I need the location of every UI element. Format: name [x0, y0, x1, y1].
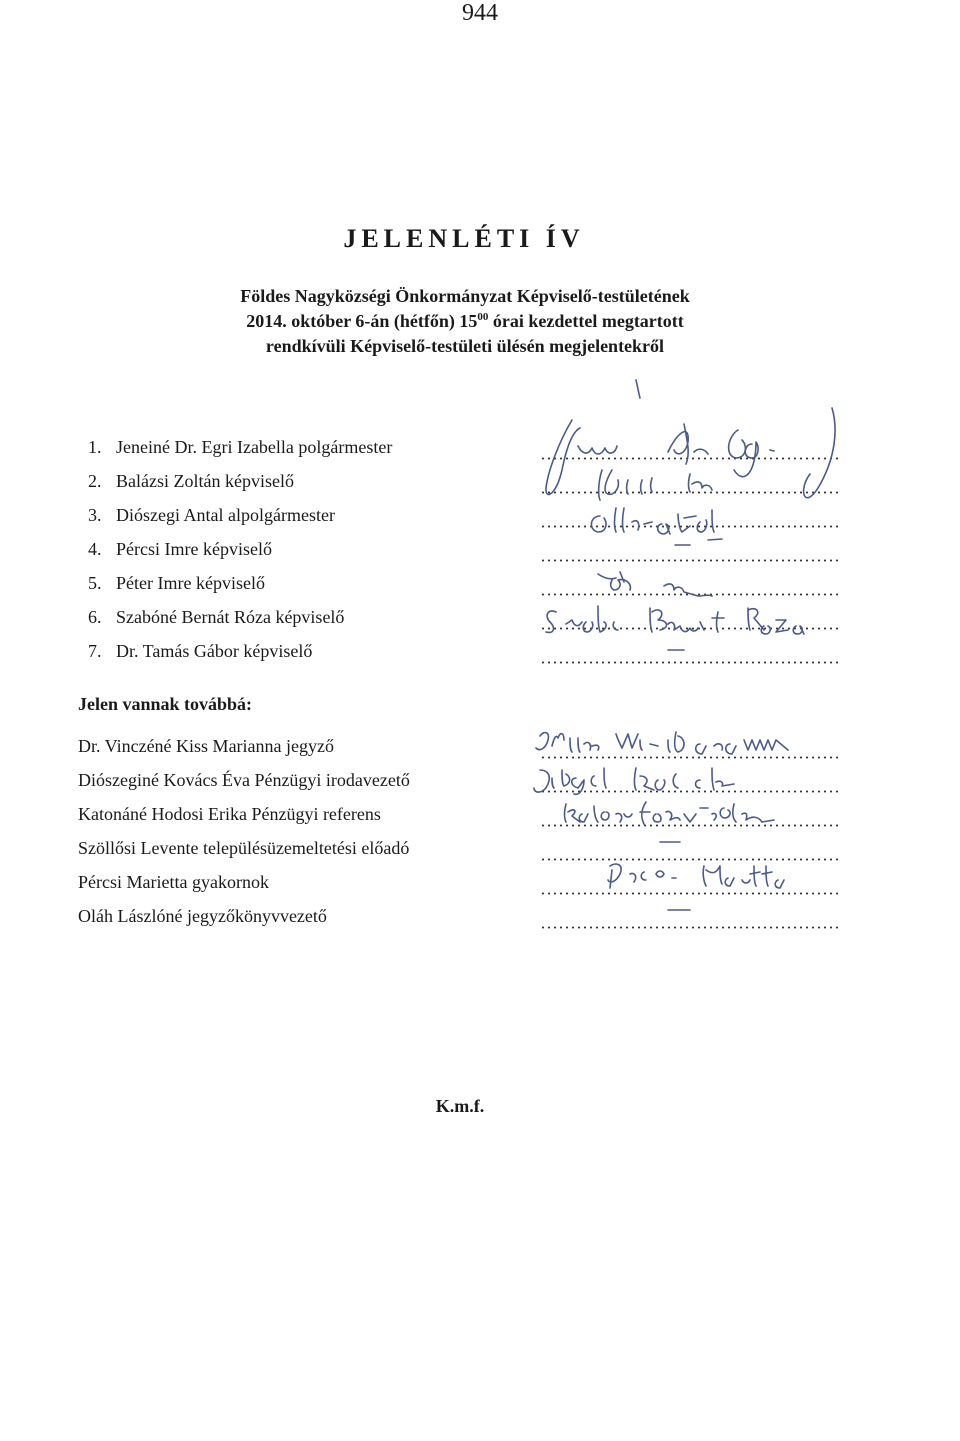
staff-item: Szöllősi Levente településüzemeltetési előadó: [78, 838, 410, 858]
member-name: Szabóné Bernát Róza képviselő: [116, 607, 345, 627]
member-name: Diószegi Antal alpolgármester: [116, 505, 335, 525]
staff-item: Oláh Lászlóné jegyzőkönyvvezető: [78, 906, 327, 926]
member-name: Péter Imre képviselő: [116, 573, 265, 593]
page-number: 944: [462, 0, 498, 26]
member-number: 1.: [88, 437, 102, 457]
staff-item: Dr. Vinczéné Kiss Marianna jegyző: [78, 736, 335, 756]
document-title: JELENLÉTI ÍV: [343, 224, 585, 253]
signature-1: [546, 380, 835, 498]
kmf-closing: K.m.f.: [435, 1096, 485, 1116]
member-number: 5.: [88, 573, 102, 593]
member-name: Pércsi Imre képviselő: [116, 539, 272, 559]
signature-staff-3: [565, 802, 775, 824]
signature-3: [591, 508, 722, 540]
member-number: 3.: [88, 505, 102, 525]
signature-staff-1: [536, 732, 788, 754]
subtitle-line-3: rendkívüli Képviselő-testületi ülésén megjelentekről: [265, 336, 665, 356]
staff-item: Katonáné Hodosi Erika Pénzügyi referens: [78, 804, 381, 824]
also-present-heading: Jelen vannak továbbá:: [78, 694, 253, 714]
signature-6: [546, 606, 804, 634]
subtitle-date-text: 2014. október 6-án (hétfőn) 15: [246, 311, 478, 331]
staff-item: Diószeginé Kovács Éva Pénzügyi irodavezető: [78, 770, 410, 790]
member-name: Dr. Tamás Gábor képviselő: [116, 641, 313, 661]
signature-staff-2: [534, 768, 734, 794]
signature-2: [599, 470, 712, 500]
member-number: 6.: [88, 607, 102, 627]
signature-staff-5: [608, 864, 784, 888]
member-name: Jeneiné Dr. Egri Izabella polgármester: [116, 437, 393, 457]
member-name: Balázsi Zoltán képviselő: [116, 471, 294, 491]
staff-item: Pércsi Marietta gyakornok: [78, 872, 269, 892]
member-number: 2.: [88, 471, 102, 491]
member-number: 4.: [88, 539, 102, 559]
subtitle-minutes-sup: 00: [477, 311, 489, 323]
subtitle-time-text: órai kezdettel megtartott: [488, 311, 684, 331]
member-number: 7.: [88, 641, 102, 661]
signature-5: [598, 572, 712, 596]
subtitle-line-1: Földes Nagyközségi Önkormányzat Képviselő-testületének: [240, 286, 690, 306]
